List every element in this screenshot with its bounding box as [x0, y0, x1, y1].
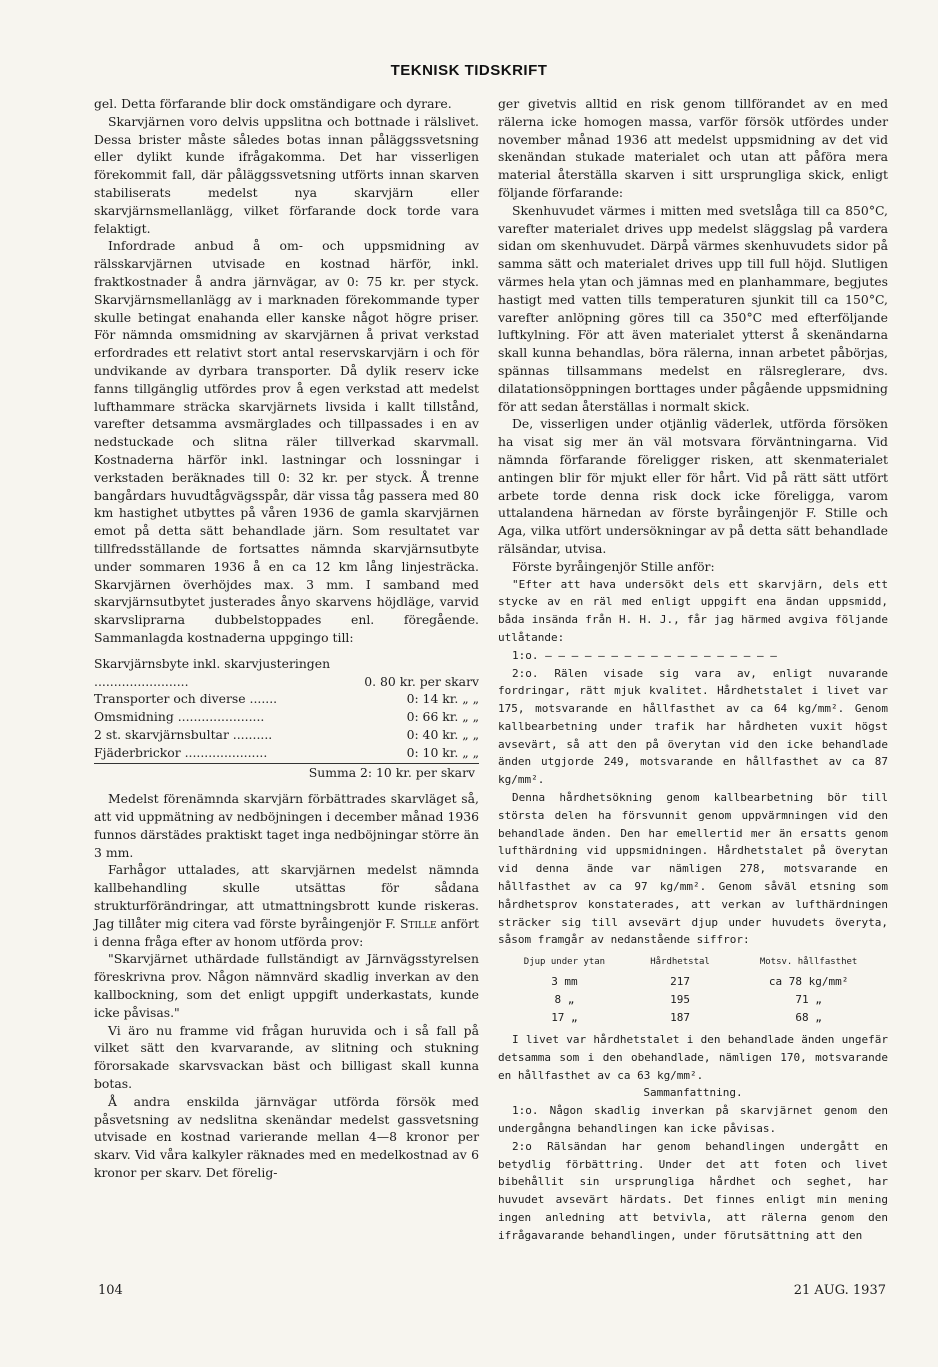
column-header: Hårdhetstal: [650, 957, 710, 968]
paragraph: De, visserligen under otjänlig väderlek, utförda försöken ha visat sig mer än väl motsvara förväntningarna. Vid nämnda förfarande föreligger risken, att skenmaterialet antingen blir för mjukt eller för hårt. Vid på rätt sätt utfört arbete torde denna risk dock icke föreligga, varom uttalandena härnedan av förste byråingenjör F. Stille och Aga, vilka utfört undersökningar av på detta sätt behandlade rälsändar, utvisa.: [498, 416, 888, 556]
paragraph: Infordrade anbud å om- och uppsmidning av rälsskarvjärnen utvisade en kostnad härför, inkl. fraktkostnader å andra järnvägar, av 0: 75 kr. per styck. Skarvjärnsmellanlägg av i marknaden förekommande typer skulle betingat enahanda eller kanske något högre priser. För nämnda omsmidning av skarvjärnen å privat verkstad erfordrades ett relativt stort antal reservskarvjärn i och för undvikande av dyrbara transporter. Då dylik reserv icke fanns tillgänglig utfördes prov å egen verkstad att medelst lufthammare sträcka skarvjärnets livsida i kallt tillstånd, varefter detsamma avsmärglades och tillpassades i en av nedstuckade och slitna räler tillverkad skarvmall. Kostnaderna härför inkl. lastningar och lossningar i verkstaden beräknades till 0: 32 kr. per styck. Å trenne bangårdars huvudtågvägsspår, där vissa tåg passera med 80 km hastighet utbyttes på våren 1936 de gamla skarvjärnen emot på detta sätt behandlade järn. Som resultatet var tillfredsställande de fortsattes nämnda skarvjärnsutbyte under sommaren 1936 å en ca 12 km lång linjesträcka. Skarvjärnen överhöjdes max. 3 mm. I samband med skarvjärnsutbytet justerades ånyo skarvens höjdläge, varvid skarvsliprarna dubbelstoppades enl. föregående. Sammanlagda kostnaderna uppgingo till:: [94, 238, 479, 645]
cost-amount: 0. 80 kr. per skarv: [364, 673, 479, 689]
paragraph: Vi äro nu framme vid frågan huruvida och i så fall på vilket sätt den kvarvarande, av slitning och stukning förorsakade skarvsvackan bäst och billigast skall kunna botas.: [94, 1022, 479, 1092]
paragraph: [94, 861, 479, 950]
right-column: [498, 95, 888, 1245]
column-header: Djup under ytan: [523, 957, 606, 968]
journal-title: TEKNISK TIDSKRIFT: [390, 62, 548, 79]
cost-amount: 0: 40 kr. „ „: [406, 726, 479, 742]
cost-amount: 0: 66 kr. „ „: [406, 709, 479, 725]
table-row: [94, 690, 479, 708]
quote-paragraph: 1:o. Någon skadlig inverkan på skarvjärnet genom den undergångna behandlingen kan icke påvisas.: [498, 1104, 888, 1136]
cost-item: Skarvjärnsbyte inkl. skarvjusteringen ........................: [94, 655, 331, 689]
cost-sum: Summa 2: 10 kr. per skarv: [94, 763, 479, 782]
table-cell: 17 „: [551, 1011, 578, 1025]
table-row: [498, 973, 888, 991]
paragraph: ger givetvis alltid en risk genom tillförandet av en med rälerna icke homogen massa, varför försök utfördes under november månad 1936 att medelst uppsmidning av det vid skenändan stukade materialet och utan att påföra mera material återställa skarven i sitt ursprungliga skick, enligt följande förfarande:: [498, 96, 888, 200]
left-column: [94, 95, 479, 1182]
hardness-table: [498, 953, 888, 1027]
paragraph: Å andra enskilda järnvägar utförda försök med påsvetsning av nedslitna skenändar medelst gassvetsning utvisade en kostnad varierande mellan 4—8 kronor per skarv. Vid våra kalkyler räknades med en medelkostnad av 6 kronor per skarv. Det förelig-: [94, 1093, 479, 1181]
table-row: [94, 708, 479, 726]
table-row: [94, 726, 479, 744]
paragraph: Medelst förenämnda skarvjärn förbättrades skarvläget så, att vid uppmätning av nedböjningen i december månad 1936 funnos därstädes praktiskt taget inga nedböjningar större än 3 mm.: [94, 791, 479, 860]
quote-paragraph: 2:o. Rälen visade sig vara av, enligt nuvarande fordringar, rätt mjuk kvalitet. Hårdhetstalet i livet var 175, motsvarande en hållfasthet av ca 64 kg/mm². Genom kallbearbetning under trafik har hårdheten vuxit högst avsevärt, så att den på överytan vid den icke behandlade änden utgjorde 249, motsvarande en hållfasthet av ca 87 kg/mm².: [498, 666, 888, 787]
table-row: [498, 1009, 888, 1027]
person-name: Stille: [399, 915, 437, 931]
table-cell: 8 „: [554, 993, 575, 1007]
cost-item: Omsmidning ......................: [94, 709, 265, 725]
table-cell: 187: [670, 1011, 690, 1025]
cost-item: Transporter och diverse .......: [94, 691, 278, 707]
column-header: Motsv. hållfasthet: [759, 957, 858, 968]
table-cell: 3 mm: [551, 975, 578, 989]
paragraph: Skenhuvudet värmes i mitten med svetslåga till ca 850°C, varefter materialet drives upp medelst släggslag på vardera sidan om skenhuvudet. Därpå värmes skenhuvudets sidor på samma sätt och materialet drives upp till full höjd. Slutligen värmes hela ytan och jämnas med en planhammare, begjutes hastigt med vatten tills temperaturen sjunkit till ca 150°C, varefter anlöpning göres till ca 350°C med efterföljande luftkylning. För att även materialet ytterst å skenändarna skall kunna behandlas, böra rälerna, innan arbetet påbörjas, spännas tillsammans medelst en rälsreglerare, dvs. dilatationsöppningen borttages under pågående uppsmidning för att sedan återställas i normalt skick.: [498, 202, 888, 414]
cost-amount: 0: 10 kr. „ „: [406, 744, 479, 760]
table-row: [498, 991, 888, 1009]
quote-paragraph: 1:o. — — — — — — — — — — — — — — — — — —: [512, 648, 777, 662]
paragraph: gel. Detta förfarande blir dock omständigare och dyrare.: [94, 96, 452, 111]
table-row: [94, 744, 479, 762]
cost-item: Fjäderbrickor .....................: [94, 744, 268, 760]
cost-table: [94, 655, 479, 762]
page-number: 104: [98, 1283, 123, 1298]
paragraph: Skarvjärnen voro delvis uppslitna och bottnade i rälslivet. Dessa brister måste således botas innan påläggssvetsning eller dylikt kunde ifrågakomma. Det har visserligen förekommit fall, där påläggssvetsning utförts innan skarven stabiliserats medelst nya skarvjärn eller skarvjärnsmellanlägg, vilket förfarande dock torde vara felaktigt.: [94, 113, 479, 236]
section-heading: Sammanfattning.: [643, 1086, 743, 1100]
table-cell: 68 „: [795, 1011, 822, 1025]
quote-paragraph: Denna hårdhetsökning genom kallbearbetning bör till största delen ha försvunnit genom uppvärmningen vid den behandlade änden. Den har emellertid mer än ersatts genom lufthärdning vid uppsmidningen. Hårdhetstalet på överytan vid denna ände var nämligen 278, motsvarande en hållfasthet av ca 97 kg/mm². Genom såväl etsning som hårdhetsprov konstaterades, att verkan av lufthärdningen sträcker sig till avsevärt djup under huvudets överyta, såsom framgår av nedanstående siffror:: [498, 791, 888, 947]
table-cell: 71 „: [795, 993, 822, 1007]
quote-paragraph: "Skarvjärnet uthärdade fullständigt av Järnvägsstyrelsen föreskrivna prov. Någon nämnvärd skadlig inverkan av den kallbockning, som det enligt uppgift underkastats, kunde icke påvisas.": [94, 951, 479, 1020]
quote-paragraph: 2:o Rälsändan har genom behandlingen undergått en betydlig förbättring. Under det att foten och livet bibehållit sin ursprungliga hårdhet och seghet, har huvudet avsevärt härdats. Det finnes enligt min mening ingen anledning att betvivla, att rälerna genom den ifrågavarande behandlingen, under förutsättning att den: [498, 1139, 888, 1242]
paragraph: Förste byråingenjör Stille anför:: [512, 558, 715, 574]
table-cell: 195: [670, 993, 690, 1007]
table-cell: 217: [670, 975, 690, 989]
quote-paragraph: I livet var hårdhetstalet i den behandlade änden ungefär detsamma som i den obehandlade, nämligen 170, motsvarande en hållfasthet av ca 63 kg/mm².: [498, 1033, 888, 1082]
paragraph-text: anfört i denna fråga efter av honom utförda prov:: [94, 915, 479, 949]
cost-item: 2 st. skarvjärnsbultar ..........: [94, 726, 273, 742]
table-row: [94, 655, 479, 691]
table-cell: ca 78 kg/mm²: [768, 975, 849, 989]
cost-amount: 0: 14 kr. „ „: [406, 691, 479, 707]
paragraph-text: Farhågor uttalades, att skarvjärnen medelst nämnda kallbehandling skulle utsättas för sådana strukturförändringar, att utmattningsbrott kunde riskeras. Jag tillåter mig citera vad förste byråingenjör F.: [94, 862, 479, 931]
quote-paragraph: "Efter att hava undersökt dels ett skarvjärn, dels ett stycke av en räl med enligt uppgift ena ändan uppsmidd, båda insända från H. H. J., får jag härmed avgiva följande utlåtande:: [498, 577, 888, 644]
issue-date: 21 AUG. 1937: [793, 1283, 886, 1298]
table-header-row: [498, 953, 888, 973]
